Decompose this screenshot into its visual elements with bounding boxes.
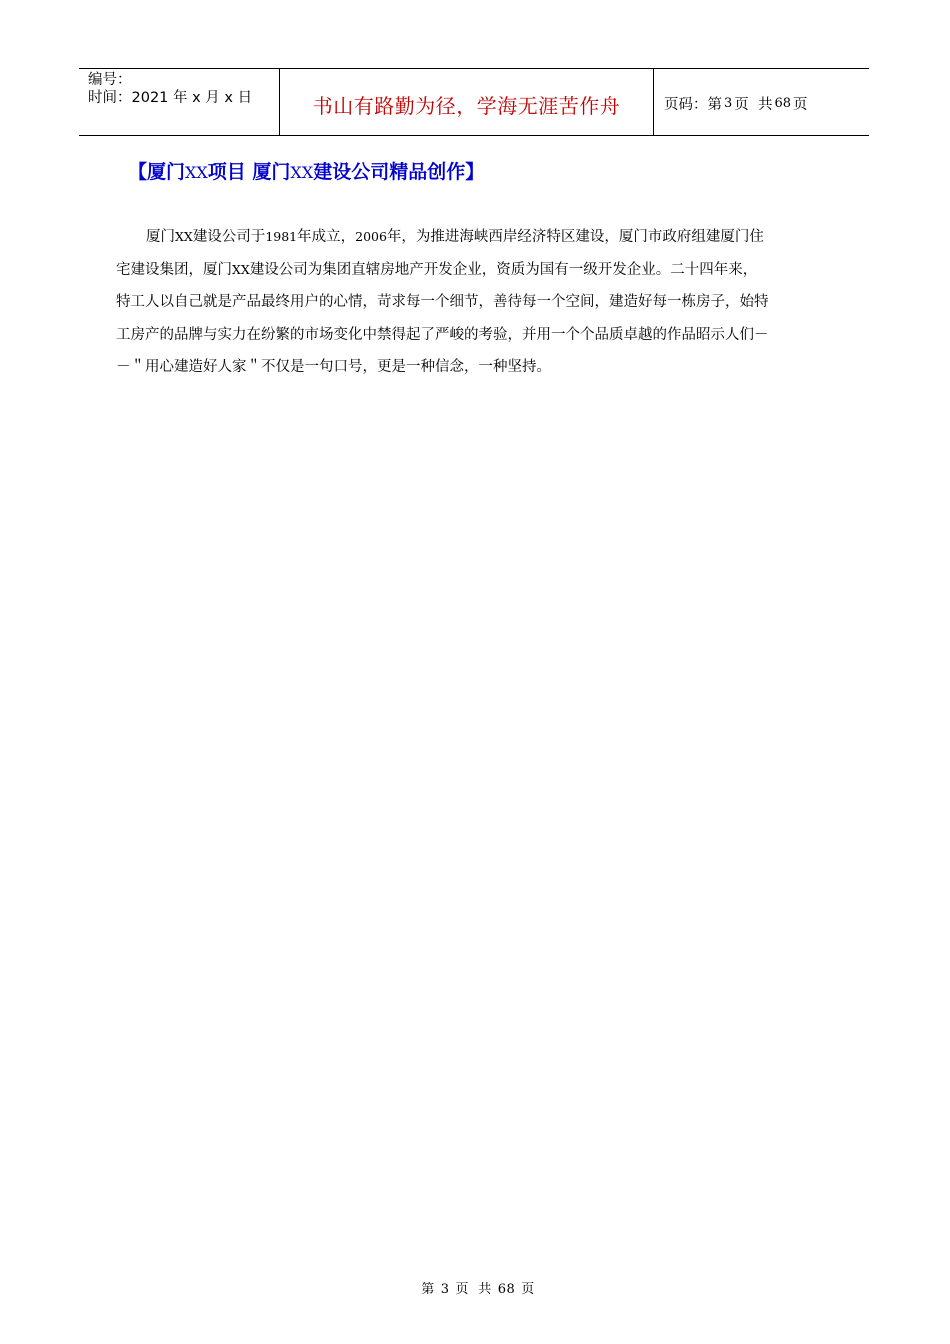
body-text: 1981: [265, 229, 298, 244]
page-footer: [0, 1278, 950, 1297]
body-text: 建设公司于: [192, 229, 266, 245]
page-suffix: 页: [793, 96, 808, 113]
document-title: [128, 157, 484, 184]
header-motto-cell: [280, 69, 654, 135]
title-part-open: 【厦门: [128, 161, 186, 183]
header-page-total: 68: [774, 95, 792, 111]
body-line-1: [116, 221, 836, 254]
body-text: 2006: [355, 229, 387, 244]
body-text: 宅建设集团，厦门: [116, 261, 232, 278]
title-xx-1: XX: [185, 163, 208, 182]
header-page-cell: [654, 69, 869, 135]
body-line-2: [116, 254, 836, 287]
body-text: 厦门: [146, 229, 175, 245]
motto-text: 书山有路勤为径，学海无涯苦作舟: [312, 93, 621, 118]
footer-suffix: 页: [521, 1282, 535, 1297]
page-mid: 页 共: [734, 96, 773, 113]
body-paragraph: [116, 221, 836, 384]
body-text: XX: [232, 261, 250, 277]
page-prefix: 页码：第: [664, 96, 722, 113]
title-xx-2: XX: [290, 163, 314, 182]
body-text: 建设公司为集团直辖房地产开发企业，资质为国有一级开发企业。二十四年来，: [249, 261, 758, 278]
title-part-mid: 项目 厦门: [207, 161, 291, 183]
footer-page-number: 3: [440, 1282, 450, 1297]
footer-total: 68: [497, 1282, 516, 1297]
body-line-4: 工房产的品牌与实力在纷繁的市场变化中禁得起了严峻的考验，并用一个个品质卓越的作品昭示人们－: [116, 326, 769, 343]
title-part-close: 建设公司精品创作】: [313, 161, 485, 183]
body-line-3: 特工人以自己就是产品最终用户的心情，苛求每一个细节，善待每一个空间，建造好每一栋房子，始特: [116, 294, 769, 310]
header-meta-cell: [79, 69, 280, 135]
header-table: [79, 68, 869, 136]
body-text: XX: [175, 229, 193, 244]
serial-number-label: 编号：: [88, 72, 132, 88]
header-page-number: 3: [724, 95, 733, 111]
body-line-5: －＂用心建造好人家＂不仅是一句口号，更是一种信念，一种坚持。: [116, 359, 551, 375]
body-text: 年，为推进海峡西岸经济特区建设，厦门市政府组建厦门住: [386, 229, 764, 245]
body-text: 年成立，: [297, 229, 356, 245]
footer-prefix: 第: [421, 1282, 435, 1297]
date-line: 时间：2021 年 x 月 x 日: [88, 90, 253, 106]
footer-mid: 页 共: [455, 1282, 492, 1297]
